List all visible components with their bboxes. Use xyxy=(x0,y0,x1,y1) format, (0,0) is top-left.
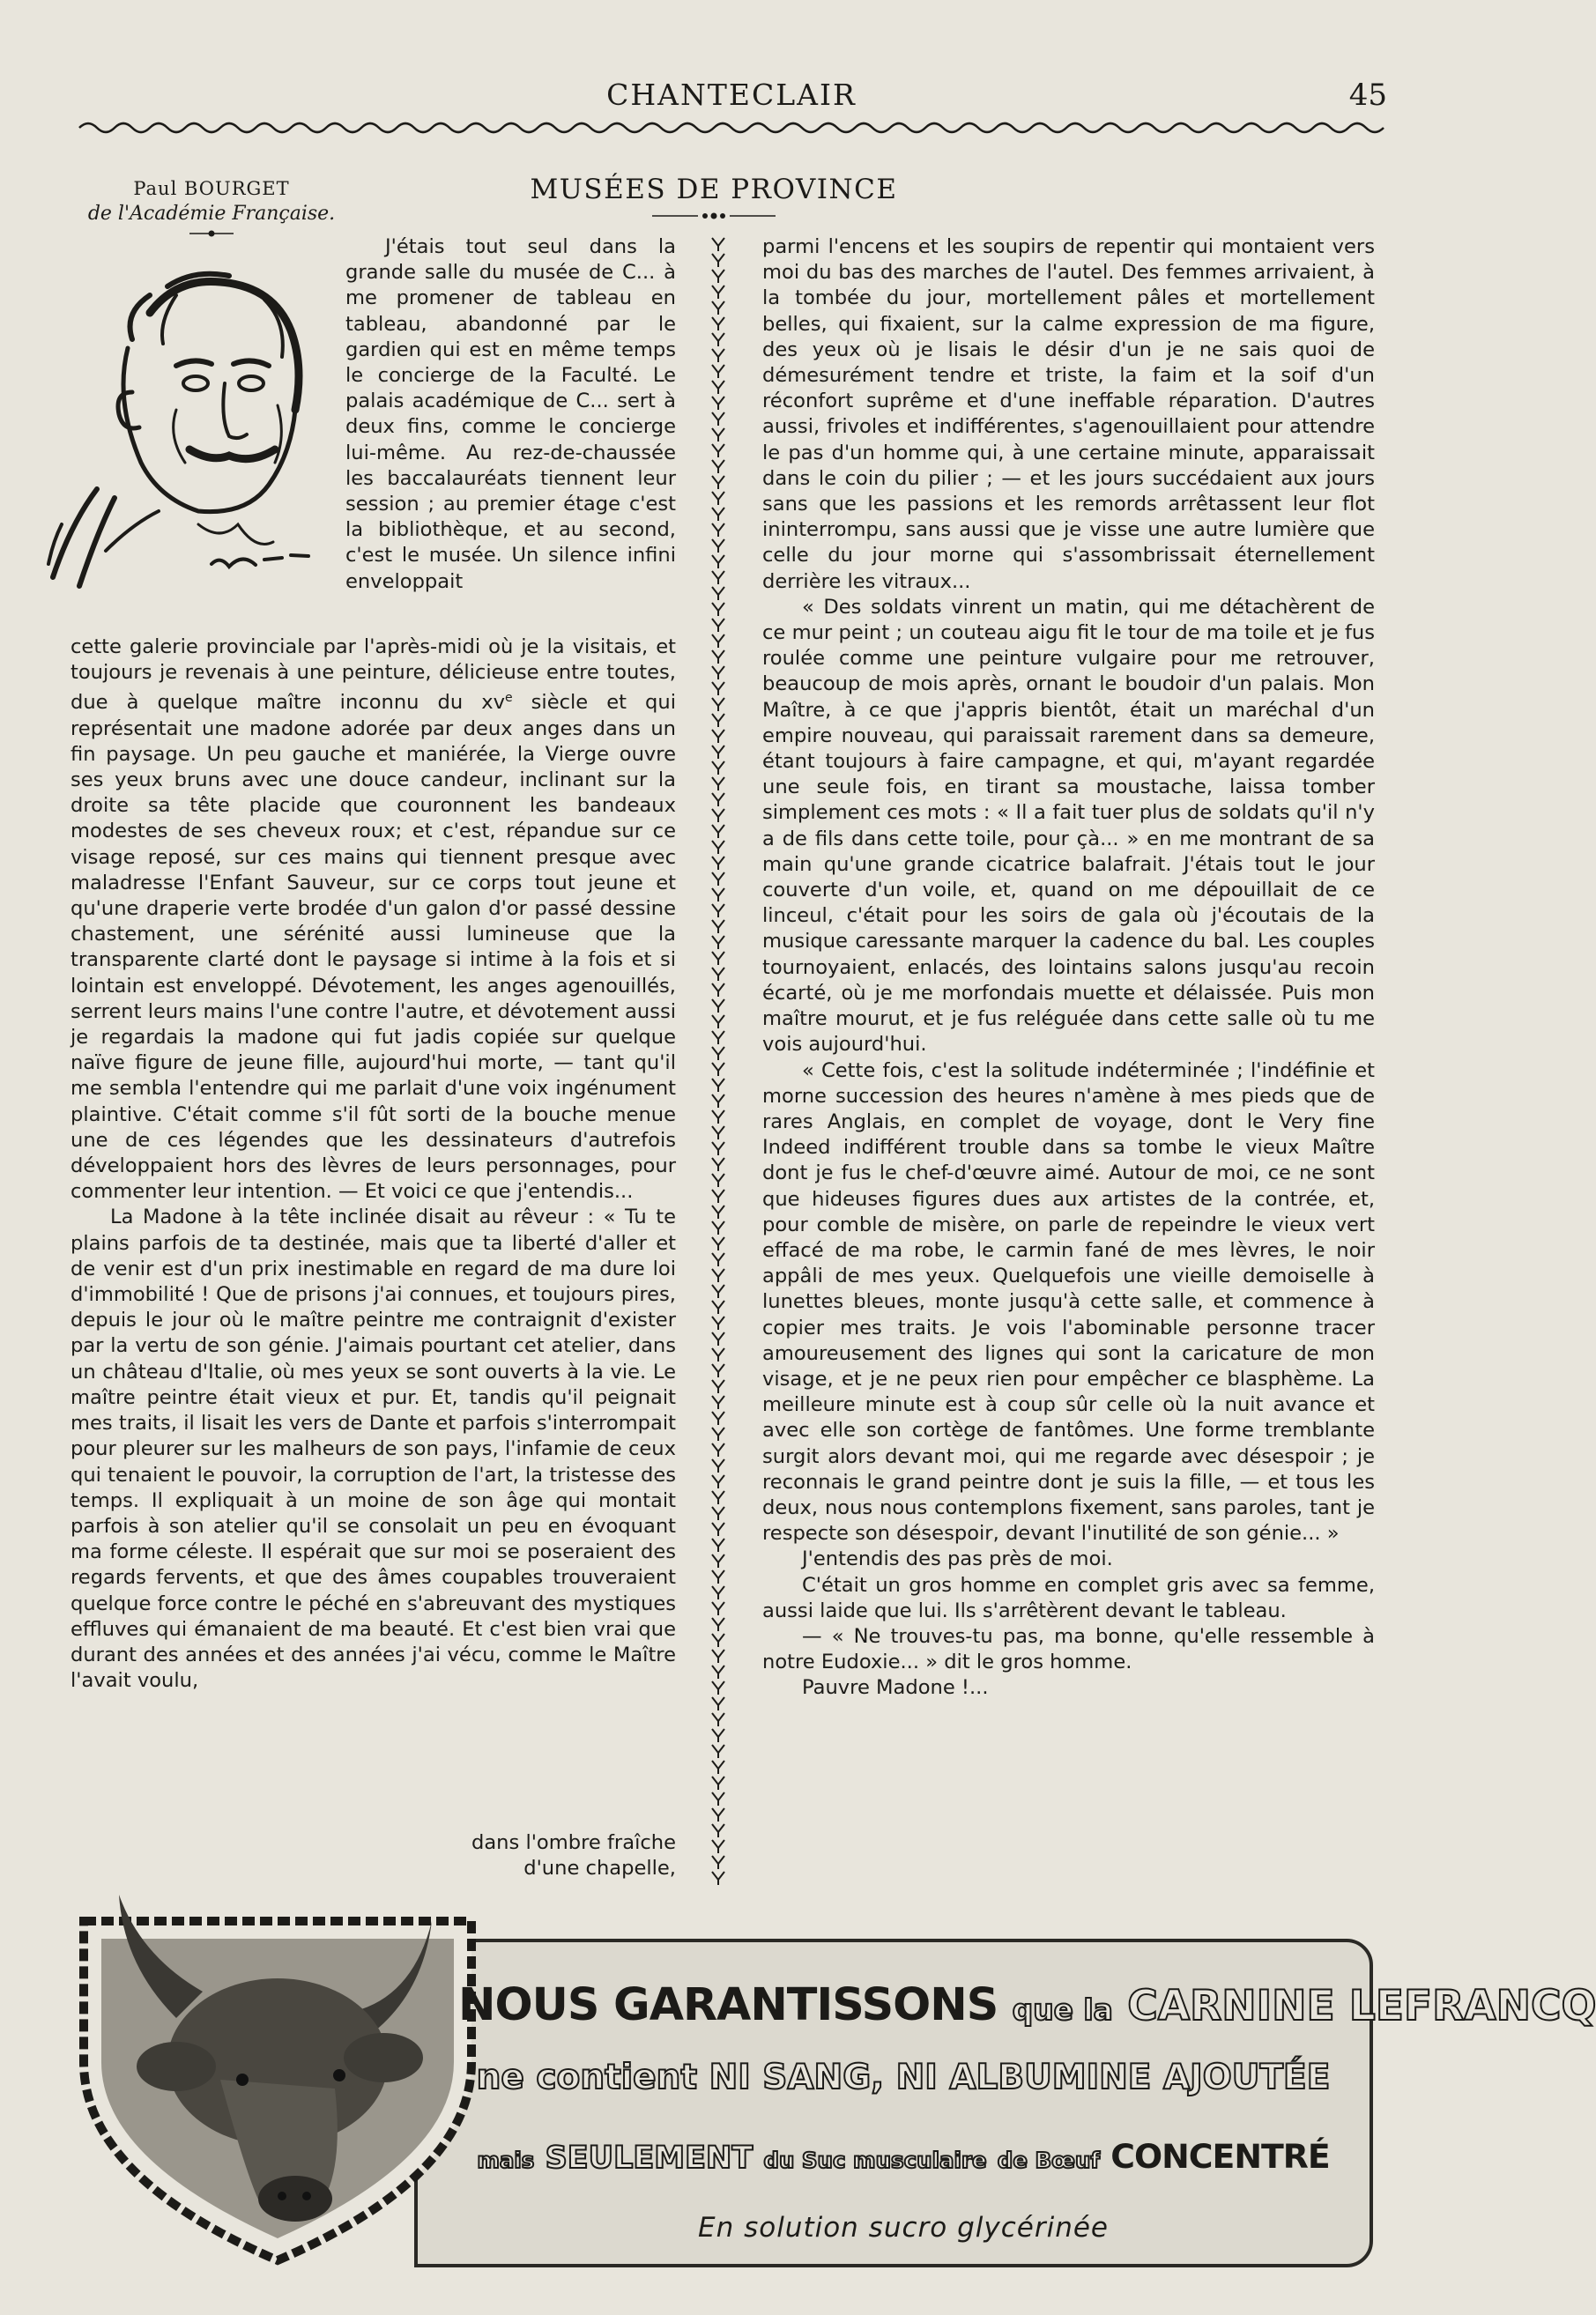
paragraph-intro: J'étais tout seul dans la grande salle du musée de C... à me promener de tableau en tableau, abandonné par le gardien qui est en même temps le concierge de la Faculté. Le palais académique de C... sert à deux fins, comme le concierge lui-même. Au rez-de-chaussée les baccalauréats tiennent leur session ; au premier étage c'est la bibliothèque, et au second, c'est le musée. Un silence infini enveloppait xyxy=(345,235,676,593)
ad-line-concentrate xyxy=(458,2137,1348,2176)
ad-boeuf: de Bœuf xyxy=(997,2148,1101,2173)
paragraph-closing: Pauvre Madone !... xyxy=(802,1676,989,1700)
ad-no-blood: NI SANG, NI ALBUMINE AJOUTÉE xyxy=(709,2058,1331,2097)
paragraph-tail: dans l'ombre fraîche d'une chapelle, xyxy=(471,1831,676,1881)
author-ornament xyxy=(189,227,234,240)
paragraph-footsteps: J'entendis des pas près de moi. xyxy=(802,1547,1113,1571)
right-column xyxy=(762,234,1375,1702)
left-column-body xyxy=(71,634,676,1694)
ad-ne-contient: ne contient xyxy=(476,2058,697,2097)
ad-brand: CARNINE LEFRANCQ xyxy=(1127,1982,1596,2030)
column-divider-ornament xyxy=(705,231,731,1888)
paragraph-painting-part1: cette galerie provinciale par l'après-midi où je la visitais, et toujours je revenais à une peinture, délicieuse entre toutes, due à quelque maître inconnu du xv xyxy=(71,635,676,715)
paragraph-dialogue: — « Ne trouves-tu pas, ma bonne, qu'elle ressemble à notre Eudoxie... » dit le gros homme. xyxy=(762,1624,1375,1674)
carnine-advertisement xyxy=(71,1886,1596,2265)
paragraph-chapel: parmi l'encens et les soupirs de repentir qui montaient vers moi du bas des marches de l'autel. Des femmes arrivaient, à la tombée du jour, mortellement pâles et mortellement belles, qui fixaient, sur la calme expression de ma figure, des yeux où je lisais le désir d'un je ne sais quoi de démesurément tendre et triste, la faim et la soif d'un réconfort suprême et d'une ineffable réparation. D'autres aussi, frivoles et indifférentes, s'agenouillaient pour attendre le pas d'un homme qui, à une certaine minute, apparaissait dans le coin du pilier ; — et les jours succédaient aux jours sans que les passions et les remords arrêtassent leur flot ininterrompu, sans aussi que je visse une autre lumière que celle du jour morne qui s'assombrissait éternellement derrière les vitraux... xyxy=(762,235,1375,593)
left-column-tail xyxy=(436,1830,676,1881)
ox-head-shield-illustration xyxy=(71,1886,485,2265)
ad-seulement: SEULEMENT xyxy=(545,2141,753,2176)
century-superscript: e xyxy=(504,691,513,706)
author-affiliation: de l'Académie Française. xyxy=(87,203,336,225)
page-number: 45 xyxy=(1348,78,1387,113)
author-portrait-sketch xyxy=(44,260,344,590)
paragraph-painting xyxy=(71,634,676,1205)
ad-tagline: En solution sucro glycérinée xyxy=(697,2212,1109,2244)
ad-line-ingredients xyxy=(458,2058,1348,2097)
paragraph-madonna-speech: La Madone à la tête inclinée disait au rêveur : « Tu te plains parfois de ta destinée, mais que ta liberté d'aller et de venir est d'un prix inestimable en regard de ma dure loi d'immobilité ! Que de prisons j'ai connues, et toujours pires, depuis le jour où le maître peintre me contraignit d'exister par la vertu de son génie. J'aimais pourtant cet atelier, dans un château d'Italie, où mes yeux se sont ouverts à la vie. Le maître peintre était vieux et pur. Et, tandis qu'il peignait mes traits, il lisait les vers de Dante et parfois s'interrompait pour pleurer sur les malheurs de son pays, l'infamie de ceux qui tenaient le pouvoir, la corruption de l'art, la tristesse des temps. Il expliquait à un moine de son âge qui montait parfois à son atelier qu'il se consolait un peu en évoquant ma forme céleste. Il espérait que sur moi se poseraient des regards fervents, et que des âmes coupables trouveraient quelque force contre le péché en s'abreuvant des mystiques effluves qui émanaient de ma beauté. Et c'est bien vrai que durant des années et des années j'ai vécu, comme le Maître l'avait voulu, xyxy=(71,1206,676,1693)
ad-mais: mais xyxy=(477,2148,535,2173)
left-column-intro xyxy=(345,234,676,595)
title-ornament xyxy=(652,210,776,222)
author-name: Paul BOURGET xyxy=(133,178,290,199)
paragraph-painting-part2: siècle et qui représentait une madone adorée par deux anges dans un fin paysage. Un peu gauche et maniérée, la Vierge ouvre ses yeux bruns avec une douce candeur, inclinant sur la droite sa tête placide que couronnent les bandeaux modestes de ses cheveux roux; et c'est, répandue sur ce visage reposé, sur ces mains qui tiennent presque avec maladresse l'Enfant Sauveur, sur ce corps tout jeune et qu'une draperie verte brodée d'un galon d'or passé dessine chastement, une sérénité aussi lumineuse que la transparente clarté dont le paysage si intime à la fois et si lointain est enveloppé. Dévotement, les anges agenouillés, serrent leurs mains l'une contre l'autre, et dévotement aussi je regardais la madone qui fut jadis copiée sur quelque naïve figure de jeune fille, aujourd'hui morte, — tant qu'il me sembla l'entendre qui me parlait d'une voix ingénument plaintive. C'était comme s'il fût sorti de la bouche menue une de ces légendes que les dessinateurs d'autrefois développaient hors des lèvres de leurs personnages, pour commenter leur intention. — Et voici ce que j'entendis... xyxy=(71,691,676,1204)
ad-suc: du Suc musculaire xyxy=(763,2148,987,2173)
paragraph-solitude: « Cette fois, c'est la solitude indéterminée ; l'indéfinie et morne succession des heures n'amène à mes pieds que de rares Anglais, en complet de voyage, dont le Very fine Indeed indifférent trouble dans sa tombe le vieux Maître dont je fus le chef-d'œuvre aimé. Autour de moi, ce ne sont que hideuses figures dues aux artistes de la contrée, et, pour comble de misère, on parle de repeindre le vieux vert effacé de ma robe, le carmin fané de mes lèvres, le noir appâli de mes yeux. Quelquefois une vieille demoiselle à lunettes bleues, monte jusqu'à cette salle, et commence à copier mes traits. Je vois l'abominable personne tracer amoureusement des lignes qui sont la caricature de mon visage, et je ne peux rien pour empêcher ce blasphème. La meilleure minute est à coup sûr celle où la nuit avance et avec elle son cortège de fantômes. Une forme tremblante surgit alors devant moi, qui me regarde avec désespoir ; je reconnais le grand peintre dont je suis la fille, — et tous les deux, nous nous contemplons fixement, sans paroles, tant je respecte son désespoir, devant l'inutilité de son génie... » xyxy=(762,1058,1375,1546)
ad-concentre: CONCENTRÉ xyxy=(1110,2137,1330,2176)
ad-headline xyxy=(458,1978,1596,2030)
article-title: MUSÉES DE PROVINCE xyxy=(530,174,898,205)
ad-que-la: que la xyxy=(1012,1992,1113,2027)
header-wavy-rule xyxy=(79,115,1384,141)
running-title: CHANTECLAIR xyxy=(606,78,857,112)
paragraph-couple: C'était un gros homme en complet gris avec sa femme, aussi laide que lui. Ils s'arrêtèrent devant le tableau. xyxy=(762,1573,1375,1622)
ad-guarantee: NOUS GARANTISSONS xyxy=(458,1978,998,2030)
paragraph-soldiers: « Des soldats vinrent un matin, qui me détachèrent de ce mur peint ; un couteau aigu fit le tour de ma toile et je fus roulée comme une peinture vulgaire pour me retrouver, beaucoup de mois après, ornant le boudoir d'un palais. Mon Maître, à ce que j'appris bientôt, était un maréchal d'un empire nouveau, qui paraissait rarement dans sa demeure, étant toujours à faire campagne, et qui, m'ayant regardée une seule fois, en tirant sa moustache, laissa tomber simplement ces mots : « Il a fait tuer plus de soldats qu'il n'y a de fils dans cette toile, pour çà... » en me montrant de sa main qu'une grande cicatrice balafrait. J'étais tout le jour couverte d'un voile, et, quand on me dépouillait de ce linceul, c'était pour les soirs de gala où j'écoutais de la musique caressante marquer la cadence du bal. Les couples tournoyaient, enlacés, des lointains salons jusqu'au recoin écarté, où je me morfondais muette et délaissée. Puis mon maître mourut, et je fus reléguée dans cette salle où tu me vois aujourd'hui. xyxy=(762,595,1375,1057)
